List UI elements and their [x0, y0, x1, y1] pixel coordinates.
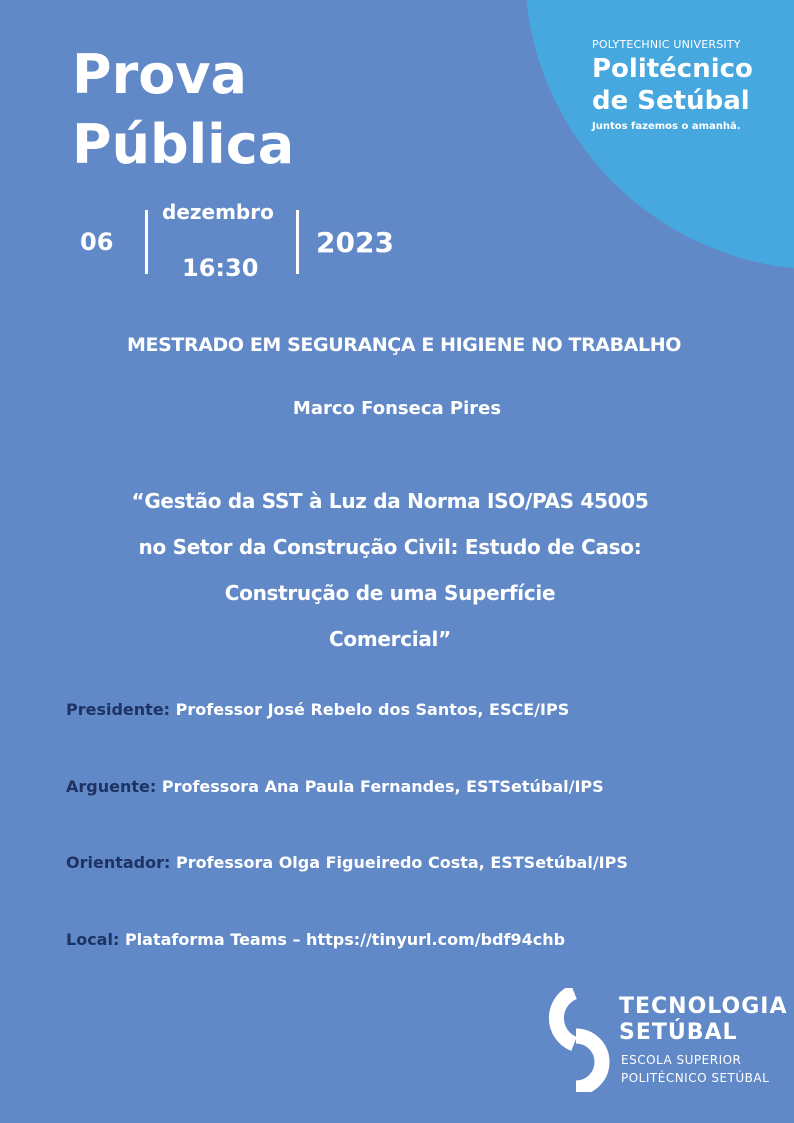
date-day: 06 — [80, 228, 114, 256]
title-line-2: Pública — [72, 113, 295, 176]
thesis-line: Construção de uma Superfície — [224, 581, 556, 605]
thesis-line: “Gestão da SST à Luz da Norma ISO/PAS 45005 — [131, 489, 649, 513]
page-title — [72, 40, 294, 180]
date-divider — [145, 210, 148, 274]
president-label: Presidente: — [66, 700, 171, 719]
jury-advisor — [66, 853, 766, 872]
arguer-label: Arguente: — [66, 777, 157, 796]
advisor-value: Professora Olga Figueiredo Costa, ESTSetúbal/IPS — [175, 853, 628, 872]
tec-logo-line2: SETÚBAL — [619, 1020, 738, 1045]
tec-logo-sub1: ESCOLA SUPERIOR — [621, 1053, 742, 1067]
school-mark-icon — [540, 988, 610, 1092]
title-line-1: Prova — [72, 43, 247, 106]
jury-president — [66, 700, 766, 719]
date-year: 2023 — [316, 226, 394, 259]
student-name: Marco Fonseca Pires — [292, 398, 502, 419]
thesis-line: no Setor da Construção Civil: Estudo de Caso: — [138, 535, 642, 559]
president-value: Professor José Rebelo dos Santos, ESCE/IPS — [175, 700, 570, 719]
date-month: dezembro — [162, 200, 274, 224]
date-block — [78, 198, 418, 288]
thesis-title — [70, 478, 710, 662]
arguer-value: Professora Ana Paula Fernandes, ESTSetúbal/IPS — [161, 777, 604, 796]
location-value: Plataforma Teams – https://tinyurl.com/bdf94chb — [124, 930, 566, 949]
date-divider — [296, 210, 299, 274]
jury-arguer — [66, 777, 766, 796]
event-location — [66, 930, 766, 949]
thesis-line: Comercial” — [329, 627, 451, 651]
ips-logo-subtitle: POLYTECHNIC UNIVERSITY — [592, 38, 741, 51]
tecnologia-setubal-logo — [540, 988, 790, 1098]
ips-logo-tagline: Juntos fazemos o amanhã. — [592, 121, 741, 132]
ips-logo-line1: Politécnico — [592, 54, 753, 84]
degree-title: MESTRADO EM SEGURANÇA E HIGIENE NO TRABALHO — [127, 334, 681, 356]
tec-logo-line1: TECNOLOGIA — [619, 994, 788, 1019]
location-label: Local: — [66, 930, 120, 949]
date-time: 16:30 — [182, 254, 259, 282]
ips-logo — [592, 38, 782, 132]
tec-logo-sub2: POLITÉCNICO SETÚBAL — [621, 1071, 770, 1085]
ips-logo-line2: de Setúbal — [592, 86, 750, 116]
advisor-label: Orientador: — [66, 853, 171, 872]
